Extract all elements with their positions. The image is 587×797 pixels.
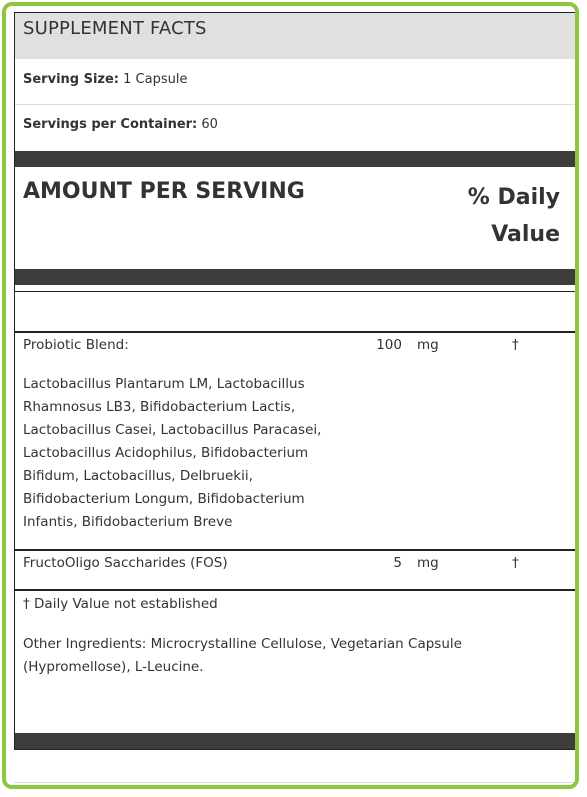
divider [15, 549, 575, 551]
servings-label: Servings per Container: [23, 117, 198, 132]
ingredient-name: Probiotic Blend: [23, 337, 129, 353]
thick-divider [15, 269, 575, 285]
ingredient-unit: mg [417, 337, 439, 353]
serving-size-value: 1 Capsule [123, 72, 188, 87]
daily-value-footnote: † Daily Value not established [23, 596, 218, 612]
daily-value-header-line1: % Daily [467, 185, 560, 210]
ingredient-name: FructoOligo Saccharides (FOS) [23, 555, 228, 571]
serving-size-label: Serving Size: [23, 72, 120, 87]
footer-divider [14, 782, 576, 783]
servings-line [23, 117, 218, 132]
ingredient-unit: mg [417, 555, 439, 571]
ingredient-amount: 100 [376, 337, 402, 353]
ingredient-daily-value: † [512, 555, 519, 571]
amount-per-serving-header: AMOUNT PER SERVING [23, 179, 305, 204]
ingredient-daily-value: † [512, 337, 519, 353]
divider [15, 104, 575, 105]
supplement-facts-panel [14, 12, 576, 750]
serving-size-line [23, 72, 187, 87]
facts-header [15, 13, 575, 59]
probiotic-strains: Lactobacillus Plantarum LM, Lactobacillus Rhamnosus LB3, Bifidobacterium Lactis, Lactobacillus Casei, Lactobacillus Paracasei, Lactobacillus Acidophilus, Bifidobacterium Bifidum, Lactobacillus, Delbruekii, Bifidobacterium Longum, Bifidobacterium Infantis, Bifidobacterium Breve [23, 376, 322, 530]
thick-divider [15, 151, 575, 167]
divider [15, 291, 575, 292]
ingredient-amount: 5 [393, 555, 402, 571]
supplement-facts-card [2, 2, 579, 789]
divider [15, 331, 575, 333]
daily-value-header-line2: Value [491, 222, 560, 247]
servings-value: 60 [201, 117, 218, 132]
thick-divider [15, 733, 575, 749]
divider [15, 589, 575, 591]
facts-title: SUPPLEMENT FACTS [23, 18, 207, 39]
daily-value-header [460, 179, 560, 253]
other-ingredients: Other Ingredients: Microcrystalline Cellulose, Vegetarian Capsule (Hypromellose), L-Leucine. [23, 636, 462, 675]
